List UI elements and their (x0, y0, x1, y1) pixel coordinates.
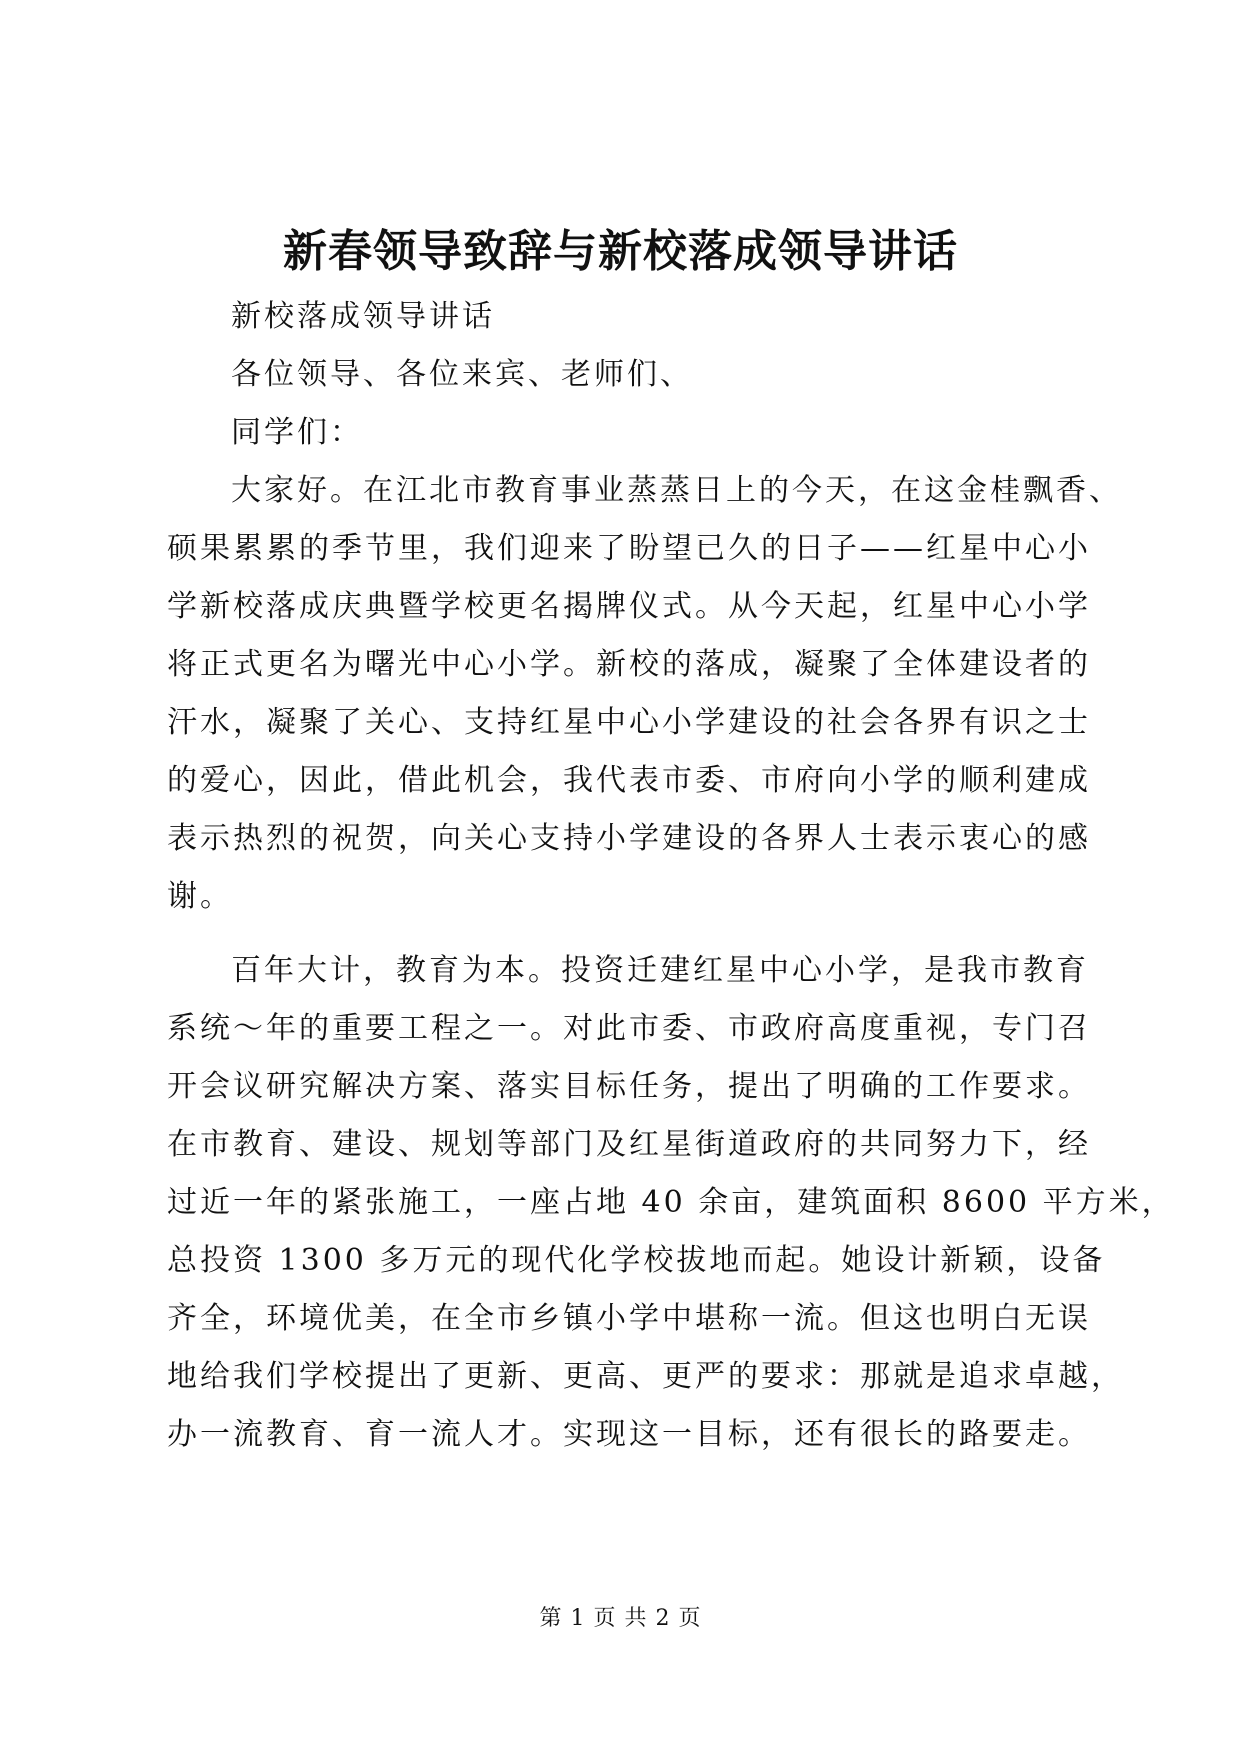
text-line: 谢。 (167, 879, 233, 914)
page-footer: 第 1 页 共 2 页 (539, 1606, 702, 1631)
text-line: 汗水，凝聚了关心、支持红星中心小学建设的社会各界有识之士 (167, 705, 1091, 740)
text-line: 在市教育、建设、规划等部门及红星街道政府的共同努力下，经 (167, 1127, 1091, 1162)
text-line: 开会议研究解决方案、落实目标任务，提出了明确的工作要求。 (167, 1069, 1091, 1104)
text-line: 过近一年的紧张施工，一座占地 40 余亩，建筑面积 8600 平方米， (167, 1185, 1175, 1220)
text-line: 将正式更名为曙光中心小学。新校的落成，凝聚了全体建设者的 (167, 647, 1091, 682)
text-line: 同学们： (231, 415, 363, 450)
text-line: 百年大计，教育为本。投资迁建红星中心小学，是我市教育 (231, 953, 1089, 988)
text-line: 大家好。在江北市教育事业蒸蒸日上的今天，在这金桂飘香、 (231, 473, 1122, 508)
text-line: 表示热烈的祝贺，向关心支持小学建设的各界人士表示衷心的感 (167, 821, 1091, 856)
text-line: 的爱心，因此，借此机会，我代表市委、市府向小学的顺利建成 (167, 763, 1091, 798)
document-body (167, 288, 1175, 1464)
text-line: 办一流教育、育一流人才。实现这一目标，还有很长的路要走。 (167, 1417, 1091, 1452)
text-line: 地给我们学校提出了更新、更高、更严的要求：那就是追求卓越， (167, 1359, 1124, 1394)
document-title: 新春领导致辞与新校落成领导讲话 (283, 226, 958, 277)
paragraph-gap (167, 926, 1077, 942)
text-line: 各位领导、各位来宾、老师们、 (231, 357, 693, 392)
text-line: 新校落成领导讲话 (231, 299, 495, 334)
text-line: 齐全，环境优美，在全市乡镇小学中堪称一流。但这也明白无误 (167, 1301, 1091, 1336)
text-line: 系统～年的重要工程之一。对此市委、市政府高度重视，专门召 (167, 1011, 1091, 1046)
text-line: 学新校落成庆典暨学校更名揭牌仪式。从今天起，红星中心小学 (167, 589, 1091, 624)
text-line: 硕果累累的季节里，我们迎来了盼望已久的日子——红星中心小 (167, 531, 1091, 566)
text-line: 总投资 1300 多万元的现代化学校拔地而起。她设计新颖，设备 (167, 1243, 1106, 1278)
